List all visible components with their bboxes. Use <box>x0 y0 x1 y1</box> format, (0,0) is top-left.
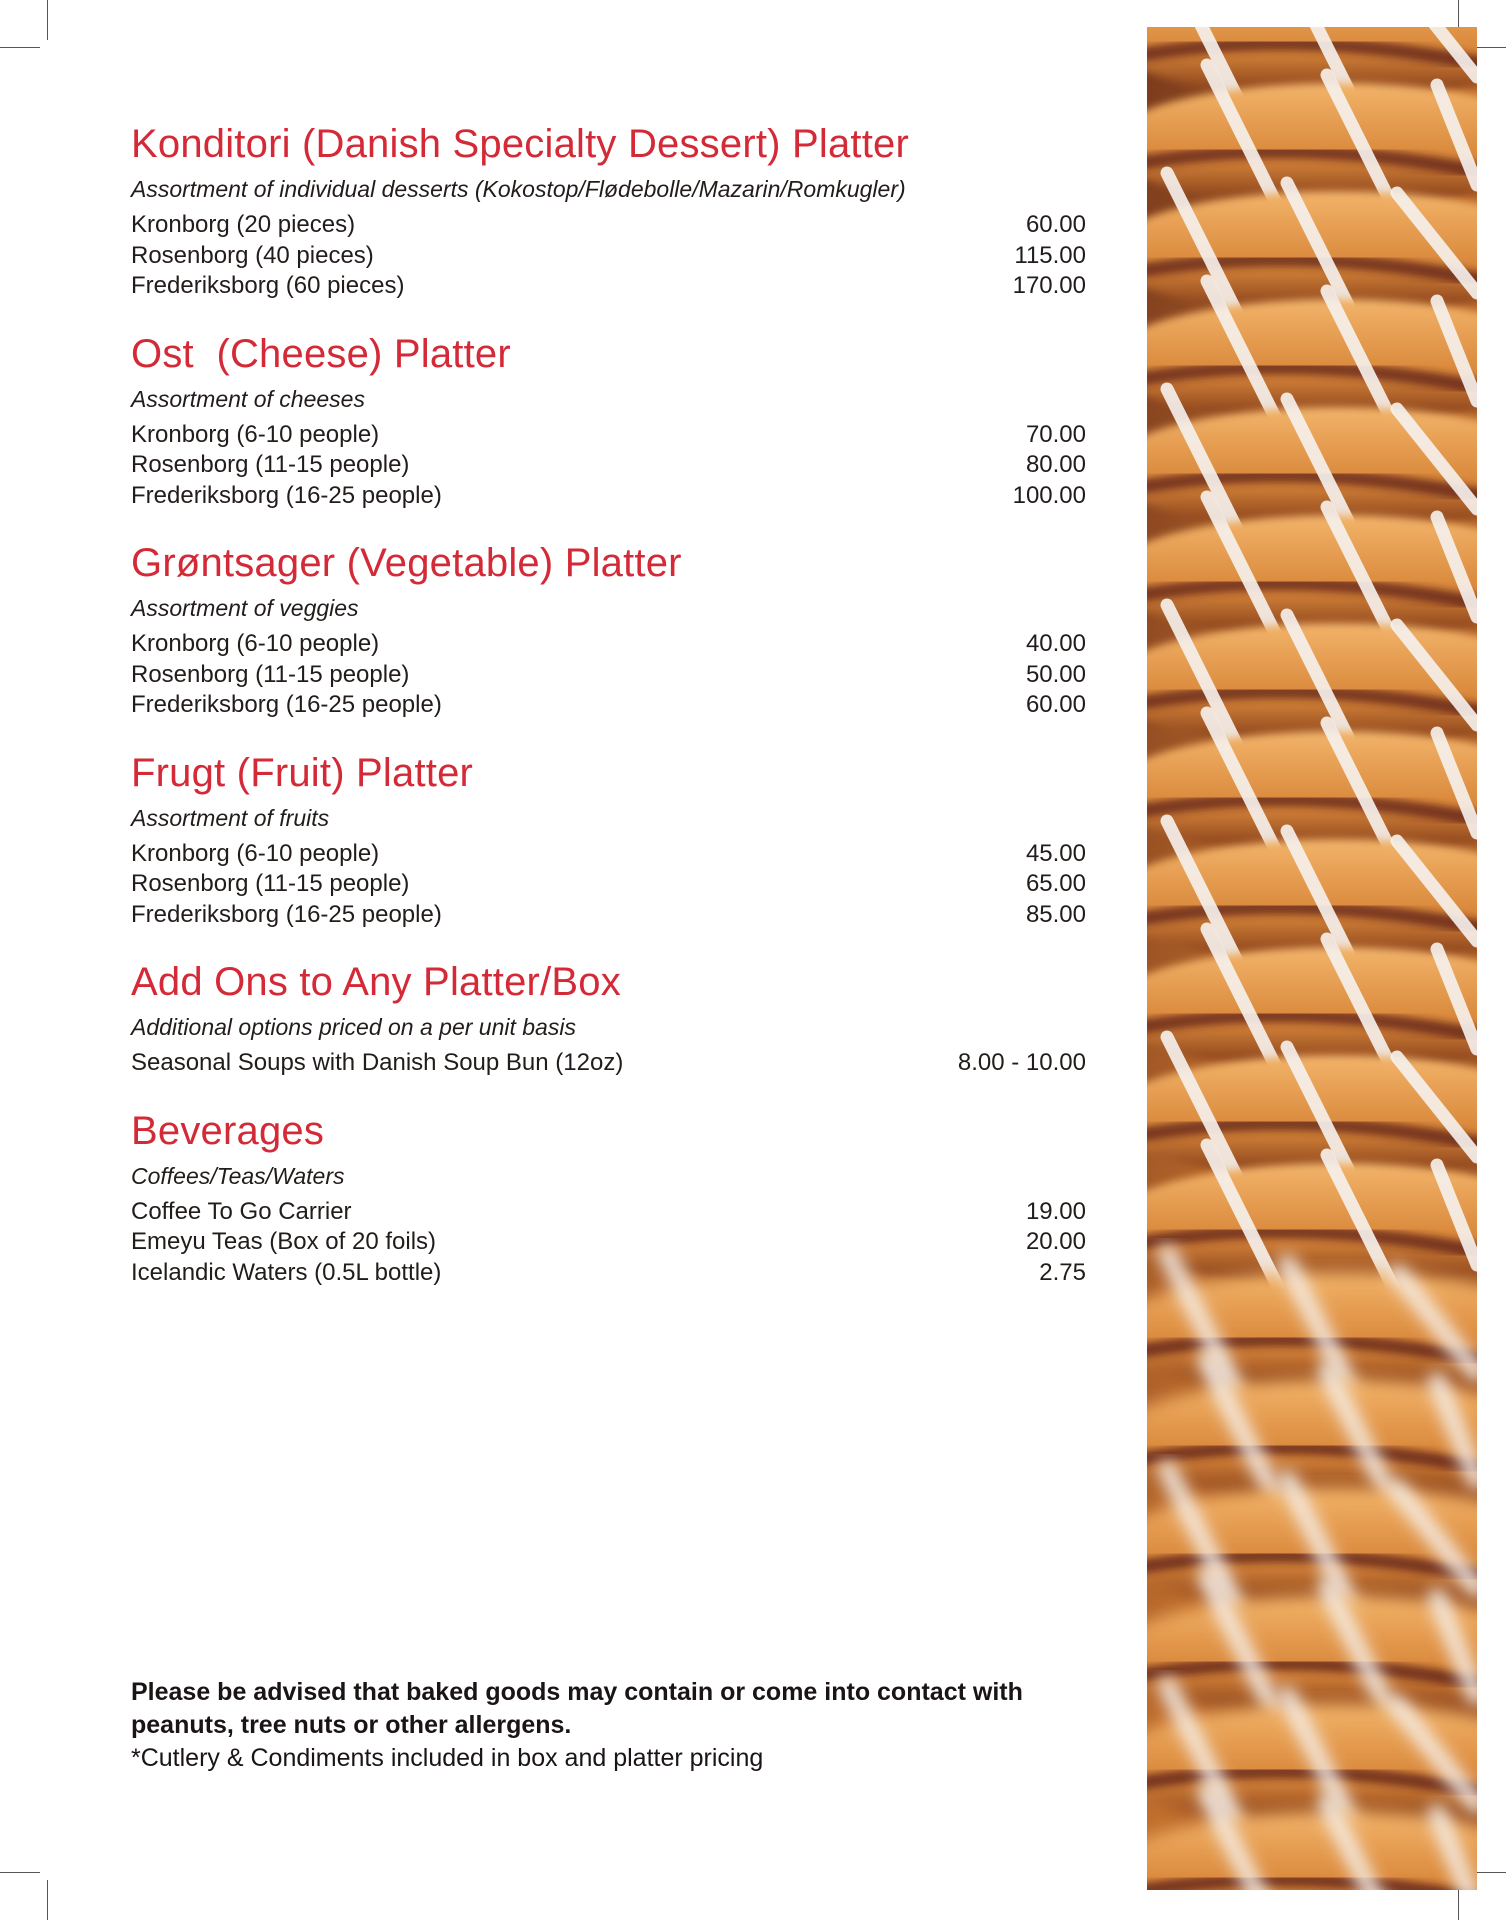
menu-item <box>131 241 1086 272</box>
item-name: Emeyu Teas (Box of 20 foils) <box>131 1228 437 1255</box>
item-price: 60.00 <box>1025 211 1086 238</box>
allergen-notice <box>131 1676 1131 1775</box>
menu-item <box>131 629 1086 660</box>
item-name: Kronborg (6-10 people) <box>131 630 380 657</box>
item-price: 60.00 <box>1025 691 1086 718</box>
item-name: Icelandic Waters (0.5L bottle) <box>131 1258 442 1286</box>
item-price: 70.00 <box>1025 420 1086 448</box>
section-title: Ost (Cheese) Platter <box>131 331 511 376</box>
item-price: 100.00 <box>1012 481 1086 509</box>
menu-item <box>131 481 1086 512</box>
menu-item <box>131 1197 1086 1228</box>
item-price: 85.00 <box>1025 900 1086 928</box>
item-name: Seasonal Soups with Danish Soup Bun (12oz) <box>131 1049 624 1076</box>
section-subtitle: Assortment of veggies <box>131 595 359 621</box>
item-name: Frederiksborg (16-25 people) <box>131 900 442 928</box>
item-name: Rosenborg (11-15 people) <box>131 660 410 688</box>
menu-item <box>131 210 1086 241</box>
menu-content <box>131 118 1086 1314</box>
menu-item <box>131 869 1086 900</box>
menu-section-beverages <box>131 1105 1086 1289</box>
crop-mark <box>0 47 40 48</box>
menu-section-addons <box>131 956 1086 1079</box>
menu-item <box>131 420 1086 451</box>
item-price: 45.00 <box>1025 839 1086 867</box>
item-price: 19.00 <box>1025 1197 1086 1225</box>
item-price: 40.00 <box>1025 630 1086 657</box>
section-title: Add Ons to Any Platter/Box <box>131 960 621 1004</box>
item-name: Rosenborg (11-15 people) <box>131 870 410 897</box>
item-name: Kronborg (20 pieces) <box>131 211 356 238</box>
menu-item <box>131 1048 1086 1079</box>
item-price: 80.00 <box>1025 451 1086 478</box>
section-subtitle: Coffees/Teas/Waters <box>131 1162 345 1189</box>
item-price: 65.00 <box>1025 870 1086 897</box>
section-title: Grøntsager (Vegetable) Platter <box>131 541 682 585</box>
item-price: 8.00 - 10.00 <box>957 1049 1086 1076</box>
section-subtitle: Assortment of cheeses <box>131 385 365 412</box>
section-title: Frugt (Fruit) Platter <box>131 750 474 795</box>
item-name: Frederiksborg (16-25 people) <box>131 481 442 509</box>
menu-section-cheese <box>131 328 1086 512</box>
section-subtitle: Additional options priced on a per unit basis <box>131 1014 576 1040</box>
item-price: 170.00 <box>1012 272 1086 299</box>
menu-section-fruit <box>131 747 1086 931</box>
item-name: Rosenborg (11-15 people) <box>131 451 410 478</box>
section-subtitle: Assortment of fruits <box>131 804 330 831</box>
menu-item <box>131 1258 1086 1289</box>
menu-section-konditori <box>131 118 1086 302</box>
crop-mark <box>47 1880 48 1920</box>
cinnamon-rolls-photo <box>1147 27 1477 1890</box>
allergen-warning: Please be advised that baked goods may contain or come into contact with peanuts, tree nuts or other allergens. <box>131 1678 1023 1739</box>
item-price: 2.75 <box>1039 1258 1086 1286</box>
cutlery-note: *Cutlery & Condiments included in box and platter pricing <box>131 1744 764 1772</box>
item-name: Frederiksborg (60 pieces) <box>131 272 405 299</box>
menu-item <box>131 690 1086 721</box>
item-name: Rosenborg (40 pieces) <box>131 241 374 269</box>
crop-mark <box>0 1872 40 1873</box>
item-name: Coffee To Go Carrier <box>131 1197 352 1225</box>
crop-mark <box>47 0 48 40</box>
item-name: Frederiksborg (16-25 people) <box>131 691 442 718</box>
item-price: 115.00 <box>1014 241 1086 269</box>
menu-item <box>131 660 1086 691</box>
section-title: Beverages <box>131 1108 325 1153</box>
item-name: Kronborg (6-10 people) <box>131 420 380 448</box>
item-price: 50.00 <box>1025 660 1086 688</box>
menu-item <box>131 900 1086 931</box>
section-title: Konditori (Danish Specialty Dessert) Platter <box>131 122 909 166</box>
menu-item <box>131 271 1086 302</box>
item-price: 20.00 <box>1025 1228 1086 1255</box>
item-name: Kronborg (6-10 people) <box>131 839 380 867</box>
menu-section-vegetable <box>131 537 1086 721</box>
section-subtitle: Assortment of individual desserts (Kokostop/Flødebolle/Mazarin/Romkugler) <box>131 176 906 202</box>
menu-item <box>131 839 1086 870</box>
menu-item <box>131 450 1086 481</box>
menu-item <box>131 1227 1086 1258</box>
